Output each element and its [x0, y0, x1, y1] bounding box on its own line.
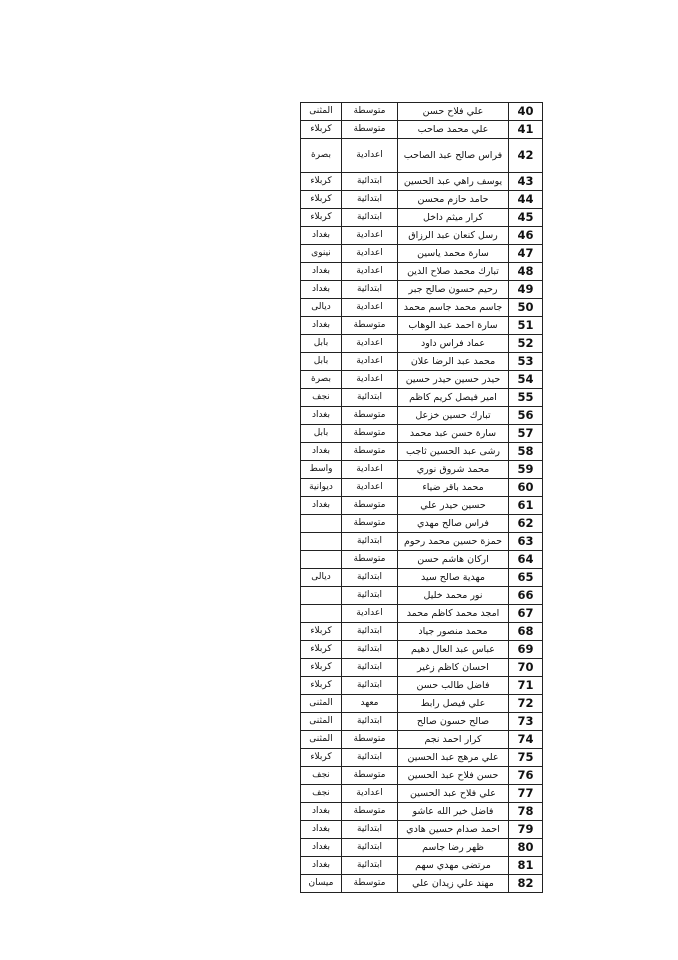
person-name-cell: احسان كاظم زغير [398, 659, 509, 677]
school-stage-cell: متوسطة [342, 121, 398, 139]
governorate-cell: ديالى [301, 299, 342, 317]
table-row [301, 659, 543, 677]
table-row [301, 839, 543, 857]
table-row [301, 713, 543, 731]
person-name-cell: كرار ميثم داخل [398, 209, 509, 227]
school-stage-cell: ابتدائية [342, 623, 398, 641]
school-stage-cell: ابتدائية [342, 281, 398, 299]
person-name-cell: امجد محمد كاظم محمد [398, 605, 509, 623]
row-number-cell: 65 [509, 569, 543, 587]
row-number-cell: 60 [509, 479, 543, 497]
person-name-cell: عماد فراس داود [398, 335, 509, 353]
row-number-cell: 50 [509, 299, 543, 317]
table-row [301, 281, 543, 299]
person-name-cell: محمد منصور جياد [398, 623, 509, 641]
person-name-cell: امير فيصل كريم كاظم [398, 389, 509, 407]
table-row [301, 857, 543, 875]
table-row [301, 623, 543, 641]
school-stage-cell: اعدادية [342, 785, 398, 803]
person-name-cell: حامد حازم محسن [398, 191, 509, 209]
school-stage-cell: متوسطة [342, 103, 398, 121]
table-row [301, 587, 543, 605]
table-row [301, 139, 543, 173]
school-stage-cell: اعدادية [342, 227, 398, 245]
school-stage-cell: متوسطة [342, 443, 398, 461]
school-stage-cell: ابتدائية [342, 713, 398, 731]
school-stage-cell: ابتدائية [342, 389, 398, 407]
person-name-cell: احمد صدام حسين هادي [398, 821, 509, 839]
row-number-cell: 61 [509, 497, 543, 515]
table-row [301, 353, 543, 371]
person-name-cell: عباس عبد العال دهيم [398, 641, 509, 659]
row-number-cell: 76 [509, 767, 543, 785]
school-stage-cell: ابتدائية [342, 857, 398, 875]
row-number-cell: 77 [509, 785, 543, 803]
row-number-cell: 75 [509, 749, 543, 767]
governorate-cell: كربلاء [301, 173, 342, 191]
school-stage-cell: اعدادية [342, 461, 398, 479]
school-stage-cell: متوسطة [342, 803, 398, 821]
person-name-cell: حسين حيدر علي [398, 497, 509, 515]
person-name-cell: رشى عبد الحسين ثاجب [398, 443, 509, 461]
table-row [301, 121, 543, 139]
roster-table [300, 102, 543, 893]
school-stage-cell: اعدادية [342, 479, 398, 497]
row-number-cell: 64 [509, 551, 543, 569]
governorate-cell: بغداد [301, 281, 342, 299]
person-name-cell: محمد شروق نوري [398, 461, 509, 479]
table-row [301, 191, 543, 209]
school-stage-cell: اعدادية [342, 263, 398, 281]
table-row [301, 731, 543, 749]
table-row [301, 875, 543, 893]
governorate-cell: ميسان [301, 875, 342, 893]
school-stage-cell: متوسطة [342, 497, 398, 515]
person-name-cell: حيدر حسين حيدر حسين [398, 371, 509, 389]
governorate-cell: بغداد [301, 317, 342, 335]
row-number-cell: 59 [509, 461, 543, 479]
school-stage-cell: ابتدائية [342, 587, 398, 605]
governorate-cell: كربلاء [301, 209, 342, 227]
person-name-cell: فاضل خير الله عاشو [398, 803, 509, 821]
table-row [301, 443, 543, 461]
table-row [301, 227, 543, 245]
person-name-cell: علي فلاح حسن [398, 103, 509, 121]
governorate-cell: كربلاء [301, 623, 342, 641]
person-name-cell: كرار احمد نجم [398, 731, 509, 749]
row-number-cell: 44 [509, 191, 543, 209]
table-row [301, 569, 543, 587]
school-stage-cell: ابتدائية [342, 191, 398, 209]
school-stage-cell: ابتدائية [342, 641, 398, 659]
governorate-cell [301, 533, 342, 551]
person-name-cell: جاسم محمد جاسم محمد [398, 299, 509, 317]
person-name-cell: مهند علي زيدان علي [398, 875, 509, 893]
person-name-cell: فراس صالح عبد الصاحب [398, 139, 509, 173]
governorate-cell: كربلاء [301, 749, 342, 767]
school-stage-cell: ابتدائية [342, 569, 398, 587]
governorate-cell: كربلاء [301, 677, 342, 695]
table-row [301, 821, 543, 839]
row-number-cell: 48 [509, 263, 543, 281]
row-number-cell: 72 [509, 695, 543, 713]
governorate-cell [301, 551, 342, 569]
row-number-cell: 52 [509, 335, 543, 353]
governorate-cell: واسط [301, 461, 342, 479]
person-name-cell: اركان هاشم حسن [398, 551, 509, 569]
row-number-cell: 47 [509, 245, 543, 263]
governorate-cell: بغداد [301, 263, 342, 281]
school-stage-cell: اعدادية [342, 245, 398, 263]
person-name-cell: سارة احمد عبد الوهاب [398, 317, 509, 335]
school-stage-cell: متوسطة [342, 767, 398, 785]
row-number-cell: 40 [509, 103, 543, 121]
row-number-cell: 80 [509, 839, 543, 857]
row-number-cell: 45 [509, 209, 543, 227]
table-row [301, 461, 543, 479]
school-stage-cell: ابتدائية [342, 659, 398, 677]
school-stage-cell: متوسطة [342, 731, 398, 749]
table-row [301, 245, 543, 263]
person-name-cell: مرتضى مهدي سهم [398, 857, 509, 875]
row-number-cell: 54 [509, 371, 543, 389]
school-stage-cell: متوسطة [342, 425, 398, 443]
table-row [301, 551, 543, 569]
school-stage-cell: متوسطة [342, 317, 398, 335]
school-stage-cell: متوسطة [342, 515, 398, 533]
table-row [301, 803, 543, 821]
row-number-cell: 63 [509, 533, 543, 551]
table-row [301, 677, 543, 695]
school-stage-cell: ابتدائية [342, 533, 398, 551]
governorate-cell [301, 605, 342, 623]
table-row [301, 389, 543, 407]
governorate-cell: بغداد [301, 839, 342, 857]
row-number-cell: 51 [509, 317, 543, 335]
governorate-cell: نجف [301, 767, 342, 785]
person-name-cell: علي مرهج عبد الحسين [398, 749, 509, 767]
table-row [301, 695, 543, 713]
row-number-cell: 46 [509, 227, 543, 245]
row-number-cell: 82 [509, 875, 543, 893]
person-name-cell: تبارك حسين خزعل [398, 407, 509, 425]
row-number-cell: 55 [509, 389, 543, 407]
row-number-cell: 57 [509, 425, 543, 443]
row-number-cell: 58 [509, 443, 543, 461]
person-name-cell: حمزة حسين محمد رحوم [398, 533, 509, 551]
governorate-cell: بصرة [301, 371, 342, 389]
table-row [301, 209, 543, 227]
table-row [301, 479, 543, 497]
governorate-cell: كربلاء [301, 659, 342, 677]
school-stage-cell: متوسطة [342, 551, 398, 569]
school-stage-cell: ابتدائية [342, 821, 398, 839]
governorate-cell: بغداد [301, 407, 342, 425]
person-name-cell: حسن فلاح عبد الحسين [398, 767, 509, 785]
row-number-cell: 79 [509, 821, 543, 839]
row-number-cell: 49 [509, 281, 543, 299]
school-stage-cell: اعدادية [342, 353, 398, 371]
governorate-cell [301, 587, 342, 605]
row-number-cell: 78 [509, 803, 543, 821]
school-stage-cell: متوسطة [342, 407, 398, 425]
school-stage-cell: اعدادية [342, 371, 398, 389]
person-name-cell: مهدية صالح سيد [398, 569, 509, 587]
governorate-cell: بغداد [301, 227, 342, 245]
school-stage-cell: اعدادية [342, 605, 398, 623]
row-number-cell: 73 [509, 713, 543, 731]
table-row [301, 371, 543, 389]
governorate-cell: المثنى [301, 103, 342, 121]
table-row [301, 515, 543, 533]
row-number-cell: 69 [509, 641, 543, 659]
table-row [301, 299, 543, 317]
governorate-cell: كربلاء [301, 121, 342, 139]
row-number-cell: 68 [509, 623, 543, 641]
school-stage-cell: اعدادية [342, 335, 398, 353]
governorate-cell: نجف [301, 785, 342, 803]
governorate-cell: ديوانية [301, 479, 342, 497]
roster-body [301, 103, 543, 893]
governorate-cell: كربلاء [301, 191, 342, 209]
table-row [301, 497, 543, 515]
table-row [301, 641, 543, 659]
row-number-cell: 66 [509, 587, 543, 605]
school-stage-cell: ابتدائية [342, 209, 398, 227]
governorate-cell: نجف [301, 389, 342, 407]
governorate-cell: بغداد [301, 803, 342, 821]
governorate-cell: بغداد [301, 443, 342, 461]
school-stage-cell: اعدادية [342, 299, 398, 317]
person-name-cell: يوسف راهي عبد الحسين [398, 173, 509, 191]
governorate-cell: المثنى [301, 695, 342, 713]
person-name-cell: تبارك محمد صلاح الدين [398, 263, 509, 281]
row-number-cell: 42 [509, 139, 543, 173]
row-number-cell: 67 [509, 605, 543, 623]
governorate-cell: المثنى [301, 713, 342, 731]
governorate-cell: بغداد [301, 497, 342, 515]
governorate-cell: بابل [301, 425, 342, 443]
row-number-cell: 74 [509, 731, 543, 749]
table-row [301, 767, 543, 785]
person-name-cell: محمد باقر ضياء [398, 479, 509, 497]
person-name-cell: صالح حسون صالح [398, 713, 509, 731]
school-stage-cell: ابتدائية [342, 173, 398, 191]
person-name-cell: فاضل طالب حسن [398, 677, 509, 695]
table-row [301, 785, 543, 803]
person-name-cell: رحيم حسون صالح جبر [398, 281, 509, 299]
person-name-cell: رسل كنعان عبد الرزاق [398, 227, 509, 245]
person-name-cell: ظهر رضا جاسم [398, 839, 509, 857]
governorate-cell: بابل [301, 353, 342, 371]
table-row [301, 425, 543, 443]
school-stage-cell: معهد [342, 695, 398, 713]
governorate-cell: كربلاء [301, 641, 342, 659]
person-name-cell: نور محمد خليل [398, 587, 509, 605]
table-row [301, 335, 543, 353]
school-stage-cell: ابتدائية [342, 677, 398, 695]
table-row [301, 173, 543, 191]
table-row [301, 749, 543, 767]
table-row [301, 533, 543, 551]
governorate-cell: بابل [301, 335, 342, 353]
school-stage-cell: ابتدائية [342, 839, 398, 857]
row-number-cell: 62 [509, 515, 543, 533]
person-name-cell: سارة محمد ياسين [398, 245, 509, 263]
table-row [301, 605, 543, 623]
row-number-cell: 70 [509, 659, 543, 677]
school-stage-cell: متوسطة [342, 875, 398, 893]
table-row [301, 103, 543, 121]
row-number-cell: 71 [509, 677, 543, 695]
row-number-cell: 43 [509, 173, 543, 191]
person-name-cell: علي محمد صاحب [398, 121, 509, 139]
governorate-cell [301, 515, 342, 533]
row-number-cell: 56 [509, 407, 543, 425]
school-stage-cell: اعدادية [342, 139, 398, 173]
table-row [301, 407, 543, 425]
table-row [301, 317, 543, 335]
row-number-cell: 81 [509, 857, 543, 875]
person-name-cell: سارة حسن عبد محمد [398, 425, 509, 443]
person-name-cell: فراس صالح مهدي [398, 515, 509, 533]
row-number-cell: 41 [509, 121, 543, 139]
governorate-cell: بصرة [301, 139, 342, 173]
school-stage-cell: ابتدائية [342, 749, 398, 767]
governorate-cell: بغداد [301, 821, 342, 839]
person-name-cell: علي فيصل رابط [398, 695, 509, 713]
person-name-cell: علي فلاح عبد الحسين [398, 785, 509, 803]
governorate-cell: نينوى [301, 245, 342, 263]
row-number-cell: 53 [509, 353, 543, 371]
governorate-cell: ديالى [301, 569, 342, 587]
governorate-cell: بغداد [301, 857, 342, 875]
person-name-cell: محمد عبد الرضا علان [398, 353, 509, 371]
table-row [301, 263, 543, 281]
governorate-cell: المثنى [301, 731, 342, 749]
